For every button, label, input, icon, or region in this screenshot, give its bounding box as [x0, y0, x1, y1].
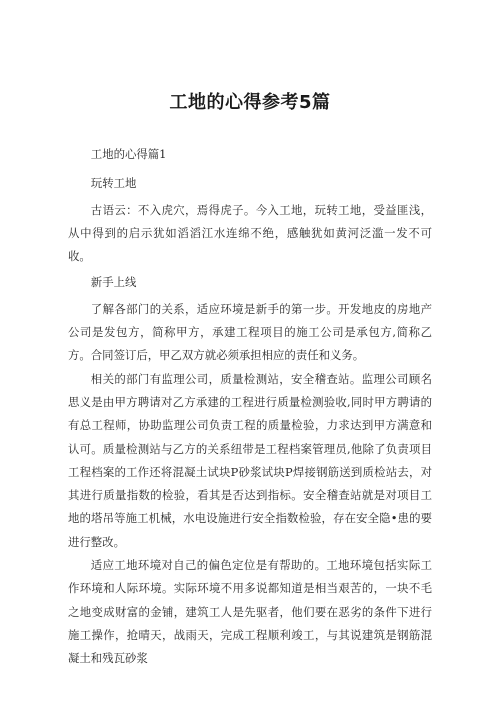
body-paragraph: 了解各部门的关系，适应环境是新手的第一步。开发地皮的房地产公司是发包方，简称甲方，承建工程项目的施工公司是承包方,简称乙方。合同签订后，甲乙双方就必须承担相应的责任和义务。	[68, 301, 432, 363]
body-paragraph: 适应工地环境对自己的偏色定位是有帮助的。工地环境包括实际工作环境和人际环境。实际环境不用多说都知道是相当艰苦的，一块不毛之地变成财富的金铺，建筑工人是先驱者，他们要在恶劣的条件下进行施工操作，抢晴天，战雨天，完成工程顺利竣工，与其说建筑是钢筋混凝土和残瓦砂浆	[68, 558, 432, 666]
subheading: 新手上线	[90, 275, 137, 290]
subheading: 玩转工地	[90, 176, 137, 191]
body-paragraph: 相关的部门有监理公司，质量检测站，安全稽查站。监理公司顾名思义是由甲方聘请对乙方承建的工程进行质量检测验收,同时甲方聘请的有总工程师，协助监理公司负责工程的质量检验，力求达到甲方满意和认可。质量检测站与乙方的关系纽带是工程档案管理员,他除了负责项目工程档案的工作还将混凝土试块P砂浆试块P焊接钢筋送到质检站去，对其进行质量指数的检验，看其是否达到指标。安全稽查站就是对项目工地的塔吊等施工机械，水电设施进行安全指数检验，存在安全隐•患的要进行整改。	[68, 371, 432, 549]
document-body	[68, 140, 432, 671]
section-heading: 工地的心得篇1	[90, 147, 167, 161]
document-title: 工地的心得参考5篇	[169, 92, 331, 113]
body-paragraph: 古语云：不入虎穴，焉得虎子。今入工地，玩转工地，受益匪浅，从中得到的启示犹如滔滔江水连绵不绝，感触犹如黄河泛滥一发不可收。	[68, 202, 432, 264]
